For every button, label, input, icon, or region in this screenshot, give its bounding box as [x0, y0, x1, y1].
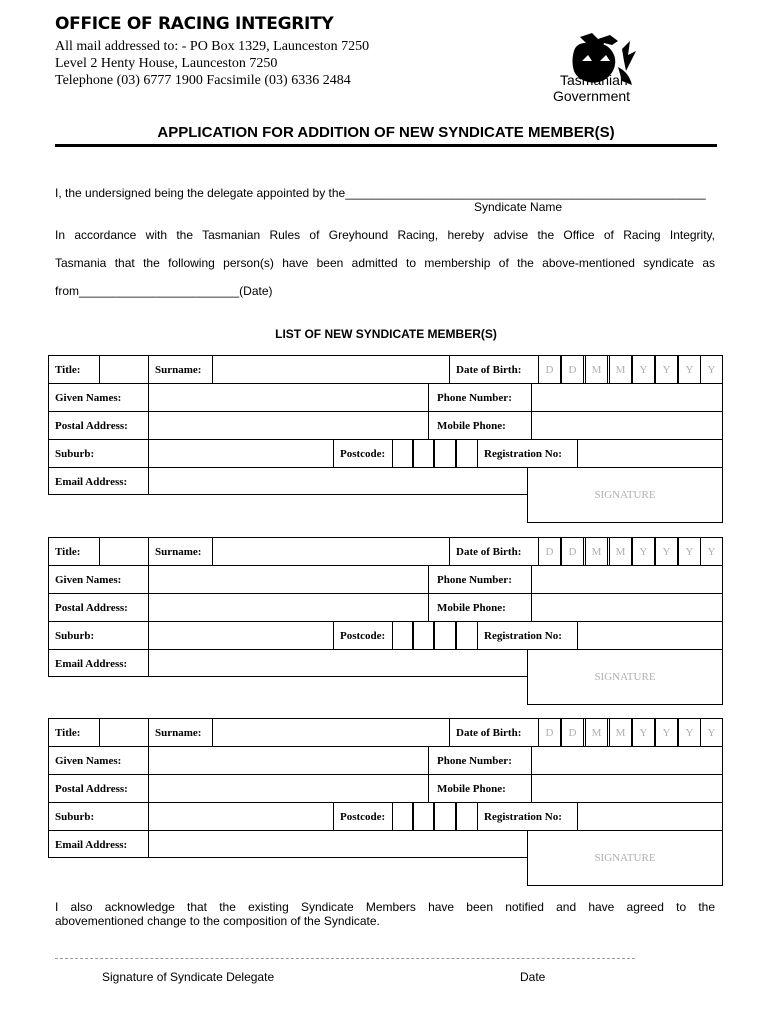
signature-line[interactable]: [55, 958, 635, 959]
dob-placeholder: M: [615, 727, 626, 739]
dob-box[interactable]: [678, 537, 701, 566]
postcode-box[interactable]: [392, 439, 414, 468]
postcode-label: Postcode:: [340, 448, 386, 460]
signature-of-delegate-label: Signature of Syndicate Delegate: [102, 970, 275, 984]
dob-box[interactable]: [561, 718, 584, 747]
syndicate-name-caption: Syndicate Name: [474, 200, 563, 214]
signature-box[interactable]: [527, 649, 723, 705]
surname-label: Surname:: [155, 727, 202, 739]
postcode-box[interactable]: [412, 439, 434, 468]
postcode-box[interactable]: [434, 621, 456, 650]
registration-number-input[interactable]: [577, 439, 723, 468]
postal-address-label: Postal Address:: [55, 420, 128, 432]
delegate-line: I, the undersigned being the delegate appointed by the______________________________________________________: [55, 186, 706, 200]
title-input[interactable]: [99, 355, 149, 384]
mobile-phone-input[interactable]: [531, 411, 723, 440]
title-underline: [55, 144, 717, 147]
dob-box[interactable]: [561, 355, 584, 384]
dob-placeholder: Y: [685, 364, 694, 376]
dob-placeholder: Y: [639, 727, 648, 739]
dob-box[interactable]: [538, 537, 561, 566]
email-address-label: Email Address:: [55, 839, 128, 851]
suburb-label: Suburb:: [55, 811, 95, 823]
suburb-label: Suburb:: [55, 448, 95, 460]
given-names-input[interactable]: [148, 565, 429, 594]
postcode-box[interactable]: [434, 802, 456, 831]
intro-paragraph-line-2: Tasmania that the following person(s) have been admitted to membership of the above-mentioned syndicate as: [55, 256, 715, 270]
signature-placeholder: SIGNATURE: [594, 852, 656, 864]
dob-placeholder: D: [568, 727, 577, 739]
postal-address-input[interactable]: [148, 774, 429, 803]
acknowledgement: [55, 900, 715, 928]
phone-number-input[interactable]: [531, 383, 723, 412]
dob-box[interactable]: [632, 537, 655, 566]
dob-box[interactable]: [609, 718, 632, 747]
postal-address-label: Postal Address:: [55, 602, 128, 614]
intro-paragraph-line-1: In accordance with the Tasmanian Rules of Greyhound Racing, hereby advise the Office of Racing Integrity,: [55, 228, 715, 242]
postcode-box[interactable]: [434, 439, 456, 468]
postcode-box[interactable]: [456, 621, 478, 650]
dob-box[interactable]: [538, 718, 561, 747]
dob-box[interactable]: [678, 718, 701, 747]
dob-placeholder: D: [545, 546, 554, 558]
registration-number-label: Registration No:: [484, 448, 562, 460]
title-label: Title:: [55, 727, 81, 739]
postcode-box[interactable]: [456, 802, 478, 831]
mobile-phone-input[interactable]: [531, 593, 723, 622]
surname-input[interactable]: [212, 537, 450, 566]
from-date-line: from________________________(Date): [55, 284, 273, 298]
dob-placeholder: D: [568, 364, 577, 376]
postcode-box[interactable]: [412, 621, 434, 650]
dob-placeholder: D: [545, 364, 554, 376]
member-card-1: [48, 355, 723, 523]
dob-box[interactable]: [585, 537, 608, 566]
given-names-input[interactable]: [148, 383, 429, 412]
registration-number-input[interactable]: [577, 802, 723, 831]
dob-placeholder: Y: [639, 546, 648, 558]
member-card-3: [48, 718, 723, 886]
date-of-birth-label: Date of Birth:: [456, 727, 522, 739]
date-of-birth-label: Date of Birth:: [456, 364, 522, 376]
dob-placeholder: M: [591, 546, 602, 558]
phone-number-label: Phone Number:: [437, 392, 512, 404]
title-label: Title:: [55, 364, 81, 376]
email-address-label: Email Address:: [55, 658, 128, 670]
dob-box[interactable]: [700, 537, 723, 566]
suburb-label: Suburb:: [55, 630, 95, 642]
title-label: Title:: [55, 546, 81, 558]
given-names-label: Given Names:: [55, 755, 122, 767]
mobile-phone-label: Mobile Phone:: [437, 420, 506, 432]
dob-placeholder: Y: [639, 364, 648, 376]
postcode-box[interactable]: [412, 802, 434, 831]
suburb-input[interactable]: [148, 439, 334, 468]
signature-placeholder: SIGNATURE: [594, 489, 656, 501]
postal-address-line: All mail addressed to: - PO Box 1329, Launceston 7250: [55, 39, 370, 54]
dob-box[interactable]: [655, 355, 678, 384]
postcode-box[interactable]: [456, 439, 478, 468]
title-input[interactable]: [99, 718, 149, 747]
postal-address-input[interactable]: [148, 593, 429, 622]
phone-number-label: Phone Number:: [437, 574, 512, 586]
suburb-input[interactable]: [148, 802, 334, 831]
postcode-box[interactable]: [392, 621, 414, 650]
form-title: APPLICATION FOR ADDITION OF NEW SYNDICATE MEMBER(S): [157, 124, 615, 141]
dob-box[interactable]: [585, 355, 608, 384]
dob-box[interactable]: [561, 537, 584, 566]
dob-placeholder: Y: [685, 727, 694, 739]
phone-number-input[interactable]: [531, 565, 723, 594]
title-input[interactable]: [99, 537, 149, 566]
mobile-phone-label: Mobile Phone:: [437, 783, 506, 795]
email-address-label: Email Address:: [55, 476, 128, 488]
phone-number-label: Phone Number:: [437, 755, 512, 767]
suburb-input[interactable]: [148, 621, 334, 650]
mobile-phone-label: Mobile Phone:: [437, 602, 506, 614]
dob-placeholder: Y: [707, 727, 716, 739]
given-names-label: Given Names:: [55, 392, 122, 404]
postcode-label: Postcode:: [340, 811, 386, 823]
telephone-line: Telephone (03) 6777 1900 Facsimile (03) 6336 2484: [55, 73, 351, 88]
dob-placeholder: Y: [662, 727, 671, 739]
registration-number-label: Registration No:: [484, 811, 562, 823]
given-names-label: Given Names:: [55, 574, 122, 586]
postcode-label: Postcode:: [340, 630, 386, 642]
email-address-input[interactable]: [148, 649, 528, 677]
email-address-input[interactable]: [148, 830, 528, 858]
mobile-phone-input[interactable]: [531, 774, 723, 803]
surname-label: Surname:: [155, 546, 202, 558]
signature-box[interactable]: [527, 830, 723, 886]
dob-box[interactable]: [632, 718, 655, 747]
dob-box[interactable]: [609, 537, 632, 566]
dob-box[interactable]: [655, 537, 678, 566]
dob-box[interactable]: [632, 355, 655, 384]
postcode-box[interactable]: [392, 802, 414, 831]
dob-placeholder: M: [615, 546, 626, 558]
dob-placeholder: Y: [662, 546, 671, 558]
dob-box[interactable]: [609, 355, 632, 384]
logo-text-government: Government: [553, 88, 631, 104]
email-address-input[interactable]: [148, 467, 528, 495]
surname-input[interactable]: [212, 718, 450, 747]
dob-box[interactable]: [700, 718, 723, 747]
dob-placeholder: M: [615, 364, 626, 376]
logo-text-tasmanian: Tasmanian: [560, 72, 628, 88]
given-names-input[interactable]: [148, 746, 429, 775]
organisation-name: OFFICE OF RACING INTEGRITY: [55, 14, 334, 34]
dob-box[interactable]: [700, 355, 723, 384]
dob-placeholder: M: [591, 364, 602, 376]
dob-box[interactable]: [678, 355, 701, 384]
dob-placeholder: D: [568, 546, 577, 558]
postal-address-input[interactable]: [148, 411, 429, 440]
dob-box[interactable]: [538, 355, 561, 384]
acknowledgement-line-1: I also acknowledge that the existing Syndicate Members have been notified and have agreed to the: [55, 900, 715, 914]
dob-placeholder: D: [545, 727, 554, 739]
dob-box[interactable]: [655, 718, 678, 747]
street-address-line: Level 2 Henty House, Launceston 7250: [55, 56, 278, 71]
member-card-2: [48, 537, 723, 705]
dob-box[interactable]: [585, 718, 608, 747]
date-of-birth-label: Date of Birth:: [456, 546, 522, 558]
member-list-heading: LIST OF NEW SYNDICATE MEMBER(S): [275, 327, 497, 341]
registration-number-input[interactable]: [577, 621, 723, 650]
phone-number-input[interactable]: [531, 746, 723, 775]
dob-placeholder: M: [591, 727, 602, 739]
acknowledgement-line-2: abovementioned change to the composition of the Syndicate.: [55, 914, 380, 928]
signature-box[interactable]: [527, 467, 723, 523]
dob-placeholder: Y: [707, 546, 716, 558]
registration-number-label: Registration No:: [484, 630, 562, 642]
dob-placeholder: Y: [707, 364, 716, 376]
surname-input[interactable]: [212, 355, 450, 384]
date-label: Date: [520, 970, 546, 984]
surname-label: Surname:: [155, 364, 202, 376]
dob-placeholder: Y: [662, 364, 671, 376]
signature-placeholder: SIGNATURE: [594, 671, 656, 683]
dob-placeholder: Y: [685, 546, 694, 558]
postal-address-label: Postal Address:: [55, 783, 128, 795]
